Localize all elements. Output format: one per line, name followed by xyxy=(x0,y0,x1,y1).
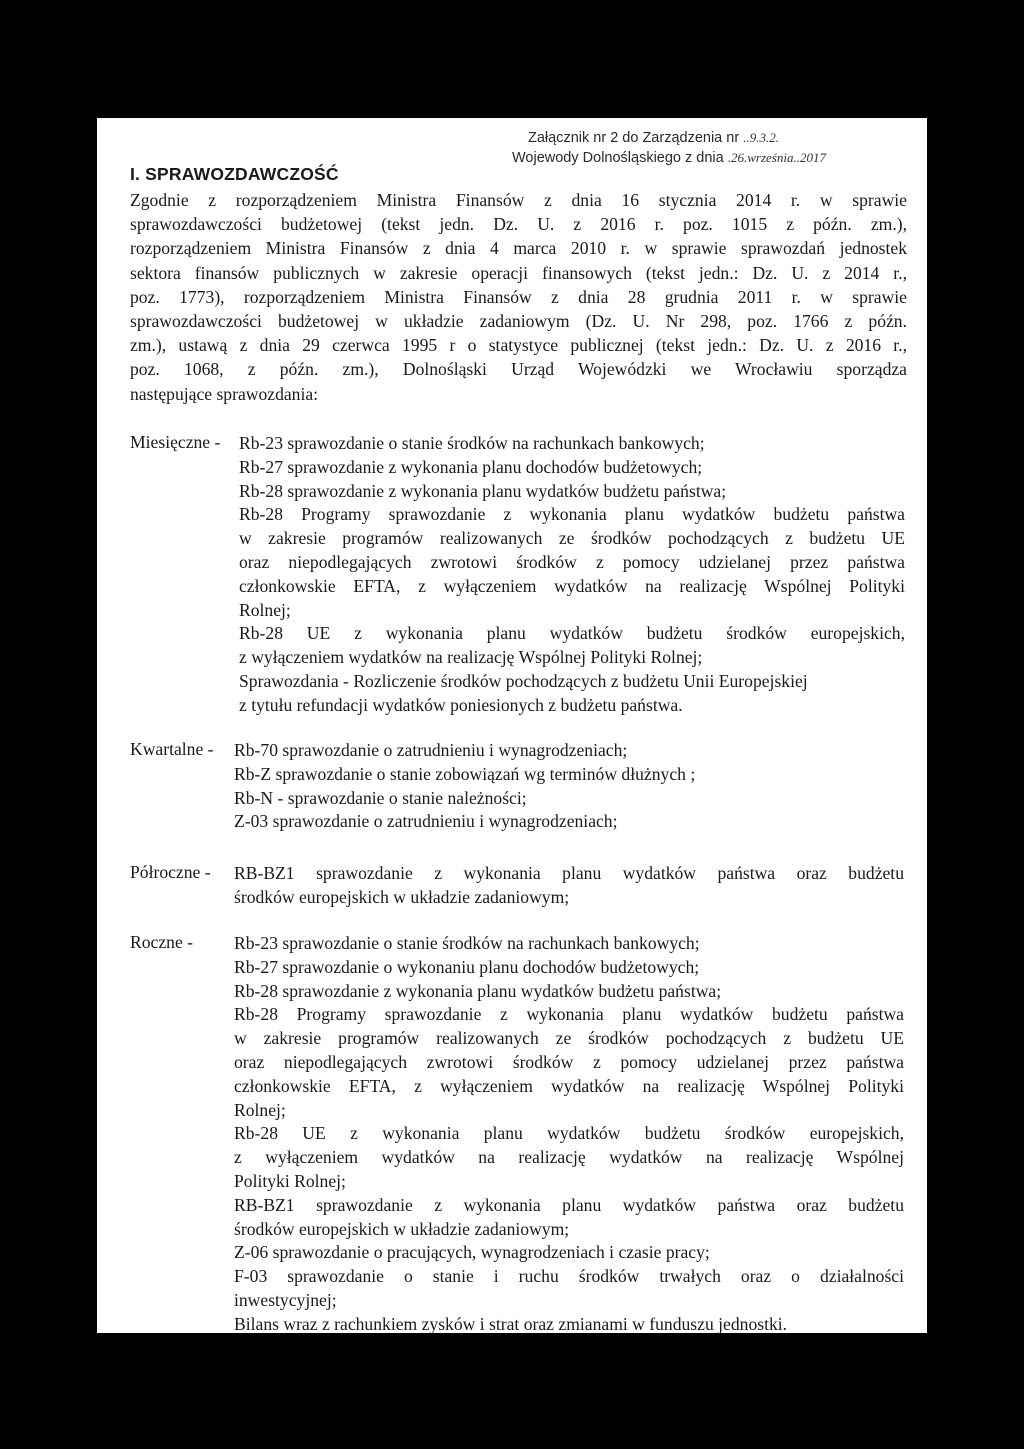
list-item: Rb-28 UE z wykonania planu wydatków budżetu środków europejskich, xyxy=(234,1123,904,1144)
attachment-header-text: Załącznik nr 2 do Zarządzenia nr xyxy=(528,130,744,146)
list-item: Rb-23 sprawozdanie o stanie środków na rachunkach bankowych; xyxy=(234,933,700,953)
list-item: z wyłączeniem wydatków na realizację Wspólnej Polityki Rolnej; xyxy=(239,647,703,668)
intro-line: sprawozdawczości budżetowej w układzie zadaniowym (Dz. U. Nr 298, poz. 1766 z późn. xyxy=(130,311,907,332)
list-item: Rb-28 sprawozdanie z wykonania planu wydatków budżetu państwa; xyxy=(239,480,727,501)
intro-line: sektora finansów publicznych w zakresie operacji finansowych (tekst jedn.: Dz. U. z 2014 r., xyxy=(130,262,907,283)
list-item: środków europejskich w układzie zadaniowym; xyxy=(234,1218,570,1239)
list-item: RB-BZ1 sprawozdanie z wykonania planu wydatków państwa oraz budżetu xyxy=(234,863,904,883)
section-title: I. SPRAWOZDAWCZOŚĆ xyxy=(130,164,339,184)
intro-line: Zgodnie z rozporządzeniem Ministra Finansów z dnia 16 stycznia 2014 r. w sprawie xyxy=(130,190,907,210)
intro-line: poz. 1068, z późn. zm.), Dolnośląski Urząd Wojewódzki we Wrocławiu sporządza xyxy=(130,359,907,380)
intro-line: sprawozdawczości budżetowej (tekst jedn. Dz. U. z 2016 r. poz. 1015 z późn. zm.), xyxy=(130,214,907,235)
list-item: Rb-27 sprawozdanie z wykonania planu dochodów budżetowych; xyxy=(239,456,703,477)
list-item: Rb-28 sprawozdanie z wykonania planu wydatków budżetu państwa; xyxy=(234,980,722,1001)
list-item: w zakresie programów realizowanych ze środków pochodzących z budżetu UE xyxy=(234,1028,904,1049)
list-item: oraz niepodlegających zwrotowi środków z pomocy udzielanej przez państwa xyxy=(234,1051,904,1072)
list-item: Z-06 sprawozdanie o pracujących, wynagrodzeniach i czasie pracy; xyxy=(234,1242,710,1263)
list-item: z tytułu refundacji wydatków poniesionych z budżetu państwa. xyxy=(239,694,683,715)
list-item: F-03 sprawozdanie o stanie i ruchu środków trwałych oraz o działalności xyxy=(234,1266,904,1287)
list-item: środków europejskich w układzie zadaniowym; xyxy=(234,886,570,907)
list-item: Rb-27 sprawozdanie o wykonaniu planu dochodów budżetowych; xyxy=(234,956,700,977)
list-item: Rb-28 Programy sprawozdanie z wykonania planu wydatków budżetu państwa xyxy=(234,1004,904,1025)
attachment-header-line1 xyxy=(528,130,779,146)
semiannual-report-list xyxy=(234,862,904,910)
monthly-label: Miesięczne - xyxy=(130,432,221,452)
list-item: Rb-70 sprawozdanie o zatrudnieniu i wynagrodzeniach; xyxy=(234,740,628,760)
list-item: oraz niepodlegających zwrotowi środków z pomocy udzielanej przez państwa xyxy=(239,551,905,572)
attachment-header-line2 xyxy=(512,150,826,166)
intro-line: poz. 1773), rozporządzeniem Ministra Finansów z dnia 28 grudnia 2011 r. w sprawie xyxy=(130,286,907,307)
handwritten-order-number: ..9.3.2. xyxy=(743,130,779,145)
annual-label: Roczne - xyxy=(130,932,194,952)
list-item: Polityki Rolnej; xyxy=(234,1170,346,1191)
list-item: Sprawozdania - Rozliczenie środków pochodzących z budżetu Unii Europejskiej xyxy=(239,670,808,691)
list-item: Rb-28 UE z wykonania planu wydatków budżetu środków europejskich, xyxy=(239,623,905,644)
intro-line: rozporządzeniem Ministra Finansów z dnia 4 marca 2010 r. w sprawie sprawozdań jednostek xyxy=(130,238,907,259)
list-item: Z-03 sprawozdanie o zatrudnieniu i wynagrodzeniach; xyxy=(234,811,618,832)
monthly-report-list xyxy=(239,432,905,718)
list-item: Rolnej; xyxy=(234,1099,286,1120)
intro-line: zm.), ustawą z dnia 29 czerwca 1995 r o statystyce publicznej (tekst jedn.: Dz. U. z 2016 r., xyxy=(130,335,907,356)
list-item: członkowskie EFTA, z wyłączeniem wydatków na realizację Wspólnej Polityki xyxy=(234,1075,904,1096)
list-item: z wyłączeniem wydatków na realizację wydatków na realizację Wspólnej xyxy=(234,1147,904,1168)
handwritten-date: .26.września..2017 xyxy=(727,150,826,165)
list-item: Rolnej; xyxy=(239,599,291,620)
list-item: Rb-23 sprawozdanie o stanie środków na rachunkach bankowych; xyxy=(239,433,705,453)
list-item: Bilans wraz z rachunkiem zysków i strat oraz zmianami w funduszu jednostki. xyxy=(234,1313,788,1334)
annual-report-list xyxy=(234,932,904,1337)
quarterly-label: Kwartalne - xyxy=(130,739,214,759)
list-item: Rb-28 Programy sprawozdanie z wykonania planu wydatków budżetu państwa xyxy=(239,504,905,525)
list-item: w zakresie programów realizowanych ze środków pochodzących z budżetu UE xyxy=(239,528,905,549)
intro-line: następujące sprawozdania: xyxy=(130,383,319,404)
list-item: członkowskie EFTA, z wyłączeniem wydatków na realizację Wspólnej Polityki xyxy=(239,575,905,596)
list-item: Rb-N - sprawozdanie o stanie należności; xyxy=(234,787,527,808)
semiannual-label: Półroczne - xyxy=(130,862,211,882)
list-item: RB-BZ1 sprawozdanie z wykonania planu wydatków państwa oraz budżetu xyxy=(234,1194,904,1215)
intro-paragraph xyxy=(130,188,907,406)
list-item: inwestycyjnej; xyxy=(234,1289,337,1310)
quarterly-report-list xyxy=(234,739,904,834)
list-item: Rb-Z sprawozdanie o stanie zobowiązań wg terminów dłużnych ; xyxy=(234,763,696,784)
attachment-header-date-text: Wojewody Dolnośląskiego z dnia xyxy=(512,150,728,166)
